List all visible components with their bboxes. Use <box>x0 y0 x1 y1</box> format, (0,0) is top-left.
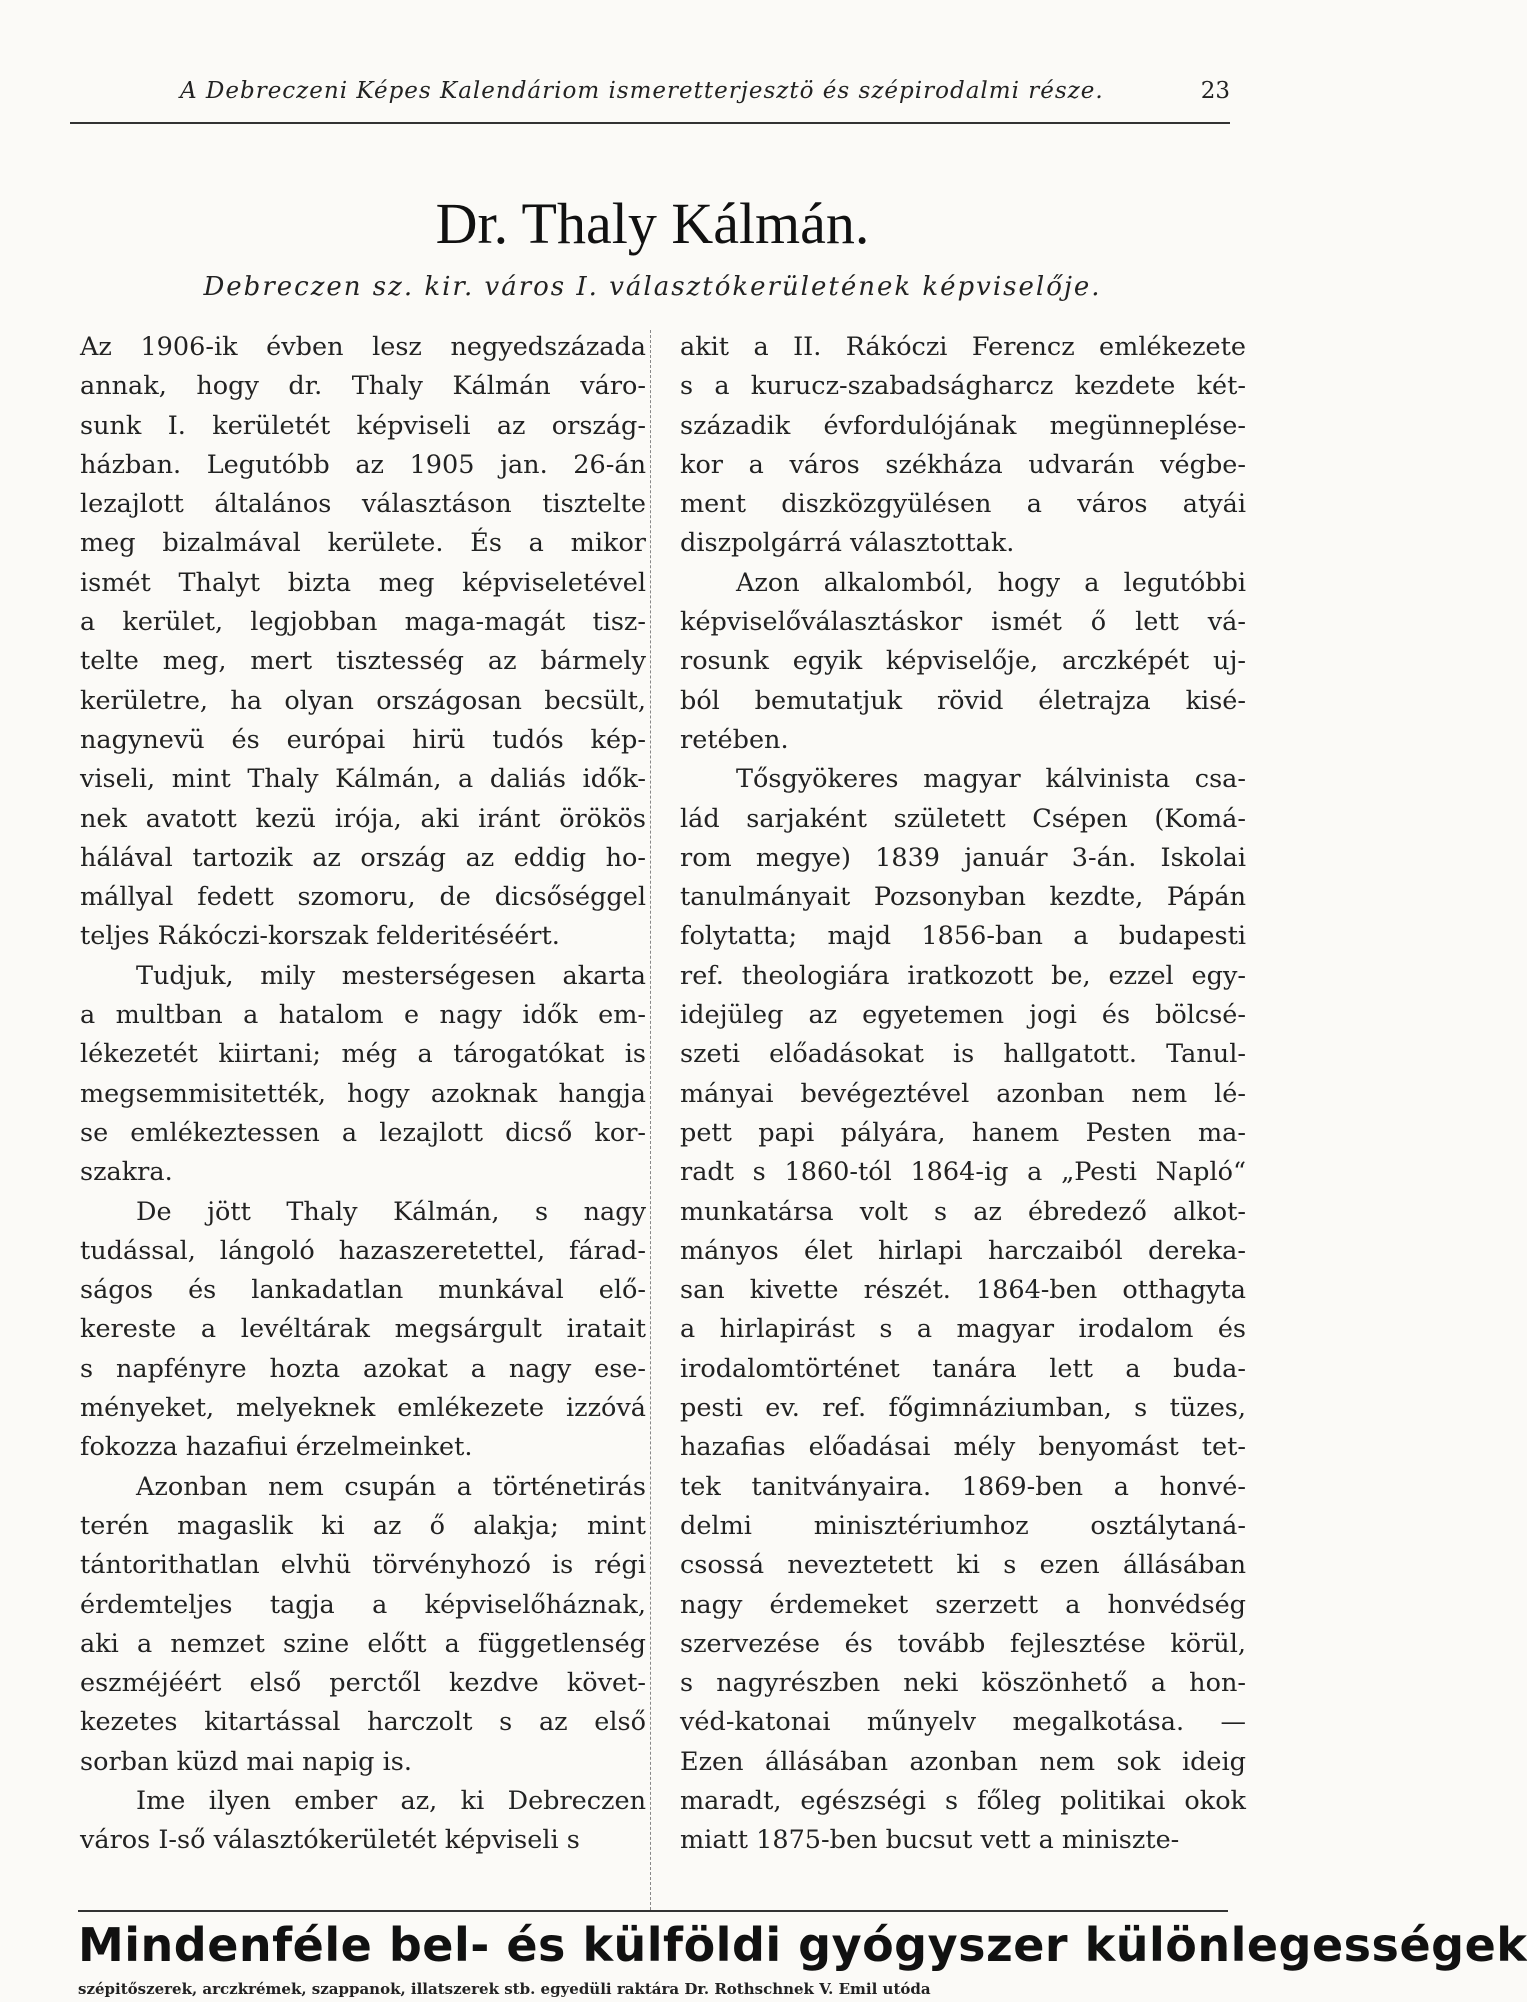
text-line: kor a város székháza udvarán végbe- <box>680 449 1246 480</box>
text-line: kezetes kitartással harczolt s az első <box>80 1707 646 1738</box>
text-line: ref. theologiára iratkozott be, ezzel egy- <box>680 960 1246 991</box>
text-line: nagynevü és európai hirü tudós kép- <box>80 724 646 755</box>
text-line: tek tanitványaira. 1869-ben a honvé- <box>680 1471 1246 1502</box>
text-line: delmi minisztériumhoz osztálytaná- <box>680 1510 1246 1541</box>
text-line: pesti ev. ref. főgimnáziumban, s tüzes, <box>680 1393 1246 1424</box>
text-line: rom megye) 1839 január 3-án. Iskolai <box>680 842 1246 873</box>
text-line: kerületre, ha olyan országosan becsült, <box>80 685 646 716</box>
text-line: s napfényre hozta azokat a nagy ese- <box>80 1353 646 1384</box>
text-line: teljes Rákóczi-korszak felderitéséért. <box>80 921 560 952</box>
text-line: Ezen állásában azonban nem sok ideig <box>680 1746 1246 1777</box>
text-line: nagy érdemeket szerzett a honvédség <box>680 1589 1246 1620</box>
text-line: aki a nemzet szine előtt a függetlenség <box>80 1628 646 1659</box>
text-line: szervezése és tovább fejlesztése körül, <box>680 1628 1246 1659</box>
text-line: tanulmányait Pozsonyban kezdte, Pápán <box>680 882 1246 913</box>
text-line: lékezetét kiirtani; még a tárogatókat is <box>80 1039 646 1070</box>
page-number: 23 <box>1200 78 1230 104</box>
text-line: csossá neveztetett ki s ezen állásában <box>680 1550 1246 1581</box>
text-line: mállyal fedett szomoru, de dicsőséggel <box>80 882 646 913</box>
text-line: ból bemutatjuk rövid életrajza kisé- <box>680 685 1246 716</box>
text-line: s a kurucz-szabadságharcz kezdete két- <box>680 371 1246 402</box>
text-line: lezajlott általános választáson tisztelte <box>80 489 646 520</box>
text-line: irodalomtörténet tanára lett a buda- <box>680 1353 1246 1384</box>
text-line: se emlékeztessen a lezajlott dicső kor- <box>80 1117 646 1148</box>
text-line: hálával tartozik az ország az eddig ho- <box>80 842 646 873</box>
text-line: eszméjéért első perctől kezdve követ- <box>80 1668 646 1699</box>
text-line: véd-katonai műnyelv megalkotása. — <box>680 1707 1246 1738</box>
text-line: Azonban nem csupán a történetirás <box>136 1471 646 1502</box>
text-line: maradt, egészségi s főleg politikai okok <box>680 1785 1246 1816</box>
text-line: képviselőválasztáskor ismét ő lett vá- <box>680 607 1246 638</box>
running-header <box>70 78 1230 124</box>
text-line: mányos élet hirlapi harczaiból dereka- <box>680 1235 1246 1266</box>
column-divider <box>650 330 651 1910</box>
text-line: miatt 1875-ben bucsut vett a miniszte- <box>680 1825 1180 1856</box>
text-line: ságos és lankadatlan munkával elő- <box>80 1275 646 1306</box>
text-line: retében. <box>680 724 789 755</box>
text-line: nek avatott kezü irója, aki iránt örökös <box>80 803 646 834</box>
text-line: ismét Thalyt bizta meg képviseletével <box>80 567 646 598</box>
text-line: megsemmisitették, hogy azoknak hangja <box>80 1078 646 1109</box>
running-title: A Debreczeni Képes Kalendáriom ismeretterjesztö és szépirodalmi része. <box>180 78 1104 104</box>
text-line: annak, hogy dr. Thaly Kálmán váro- <box>80 371 646 402</box>
text-line: idejüleg az egyetemen jogi és bölcsé- <box>680 1000 1246 1031</box>
article-title: Dr. Thaly Kálmán. <box>435 191 870 256</box>
text-line: terén magaslik ki az ő alakja; mint <box>80 1510 646 1541</box>
text-line: ményeket, melyeknek emlékezete izzóvá <box>80 1393 646 1424</box>
text-line: folytatta; majd 1856-ban a budapesti <box>680 921 1246 952</box>
text-line: a multban a hatalom e nagy idők em- <box>80 1000 646 1031</box>
text-line: De jött Thaly Kálmán, s nagy <box>136 1196 646 1227</box>
text-line: pett papi pályára, hanem Pesten ma- <box>680 1117 1246 1148</box>
right-column <box>680 328 1246 1861</box>
advertisement <box>78 1910 1527 2002</box>
text-line: ment diszközgyülésen a város atyái <box>680 489 1246 520</box>
text-line: házban. Legutóbb az 1905 jan. 26-án <box>80 449 646 480</box>
left-column <box>80 328 646 1861</box>
ad-products-line: szépitőszerek, arczkrémek, szappanok, illatszerek stb. egyedüli raktára Dr. Rothschnek V. Emil utóda <box>78 1980 931 1998</box>
text-line: tudással, lángoló hazaszeretettel, fárad- <box>80 1235 646 1266</box>
text-line: szeti előadásokat is hallgatott. Tanul- <box>680 1039 1246 1070</box>
text-line: a hirlapirást s a magyar irodalom és <box>680 1314 1246 1345</box>
text-line: Tudjuk, mily mesterségesen akarta <box>136 960 646 991</box>
text-line: Tősgyökeres magyar kálvinista csa- <box>736 764 1246 795</box>
text-line: telte meg, mert tisztesség az bármely <box>80 646 646 677</box>
text-line: mányai bevégeztével azonban nem lé- <box>680 1078 1246 1109</box>
text-line: munkatársa volt s az ébredező alkot- <box>680 1196 1246 1227</box>
text-line: rosunk egyik képviselője, arczképét uj- <box>680 646 1246 677</box>
text-line: diszpolgárrá választottak. <box>680 528 1015 559</box>
text-line: tántorithatlan elvhü törvényhozó is régi <box>80 1550 646 1581</box>
text-line: viseli, mint Thaly Kálmán, a daliás idők- <box>80 764 646 795</box>
text-line: Azon alkalomból, hogy a legutóbbi <box>736 567 1246 598</box>
text-line: város I-ső választókerületét képviseli s <box>80 1825 580 1856</box>
text-line: kereste a levéltárak megsárgult iratait <box>80 1314 646 1345</box>
text-line: radt s 1860-tól 1864-ig a „Pesti Napló“ <box>680 1157 1246 1188</box>
text-line: érdemteljes tagja a képviselőháznak, <box>80 1589 646 1620</box>
text-line: lád sarjaként született Csépen (Komá- <box>680 803 1246 834</box>
text-line: hazafias előadásai mély benyomást tet- <box>680 1432 1246 1463</box>
text-line: Az 1906-ik évben lesz negyedszázada <box>80 332 646 362</box>
text-line: fokozza hazafiui érzelmeinket. <box>80 1432 473 1463</box>
text-line: a kerület, legjobban maga-magát tisz- <box>80 607 646 638</box>
text-line: szakra. <box>80 1157 173 1188</box>
text-line: akit a II. Rákóczi Ferencz emlékezete <box>680 332 1246 362</box>
text-line: sorban küzd mai napig is. <box>80 1746 412 1777</box>
text-line: san kivette részét. 1864-ben otthagyta <box>680 1275 1246 1306</box>
text-line: s nagyrészben neki köszönhető a hon- <box>680 1668 1246 1699</box>
ad-headline: Mindenféle bel- és külföldi gyógyszer különlegességek <box>78 1918 1527 1972</box>
article-subtitle: Debreczen sz. kir. város I. választókerületének képviselője. <box>203 272 1102 302</box>
text-line: meg bizalmával kerülete. És a mikor <box>80 528 646 559</box>
text-line: Ime ilyen ember az, ki Debreczen <box>136 1785 646 1816</box>
text-line: századik évfordulójának megünneplése- <box>680 410 1246 441</box>
text-line: sunk I. kerületét képviseli az ország- <box>80 410 646 441</box>
